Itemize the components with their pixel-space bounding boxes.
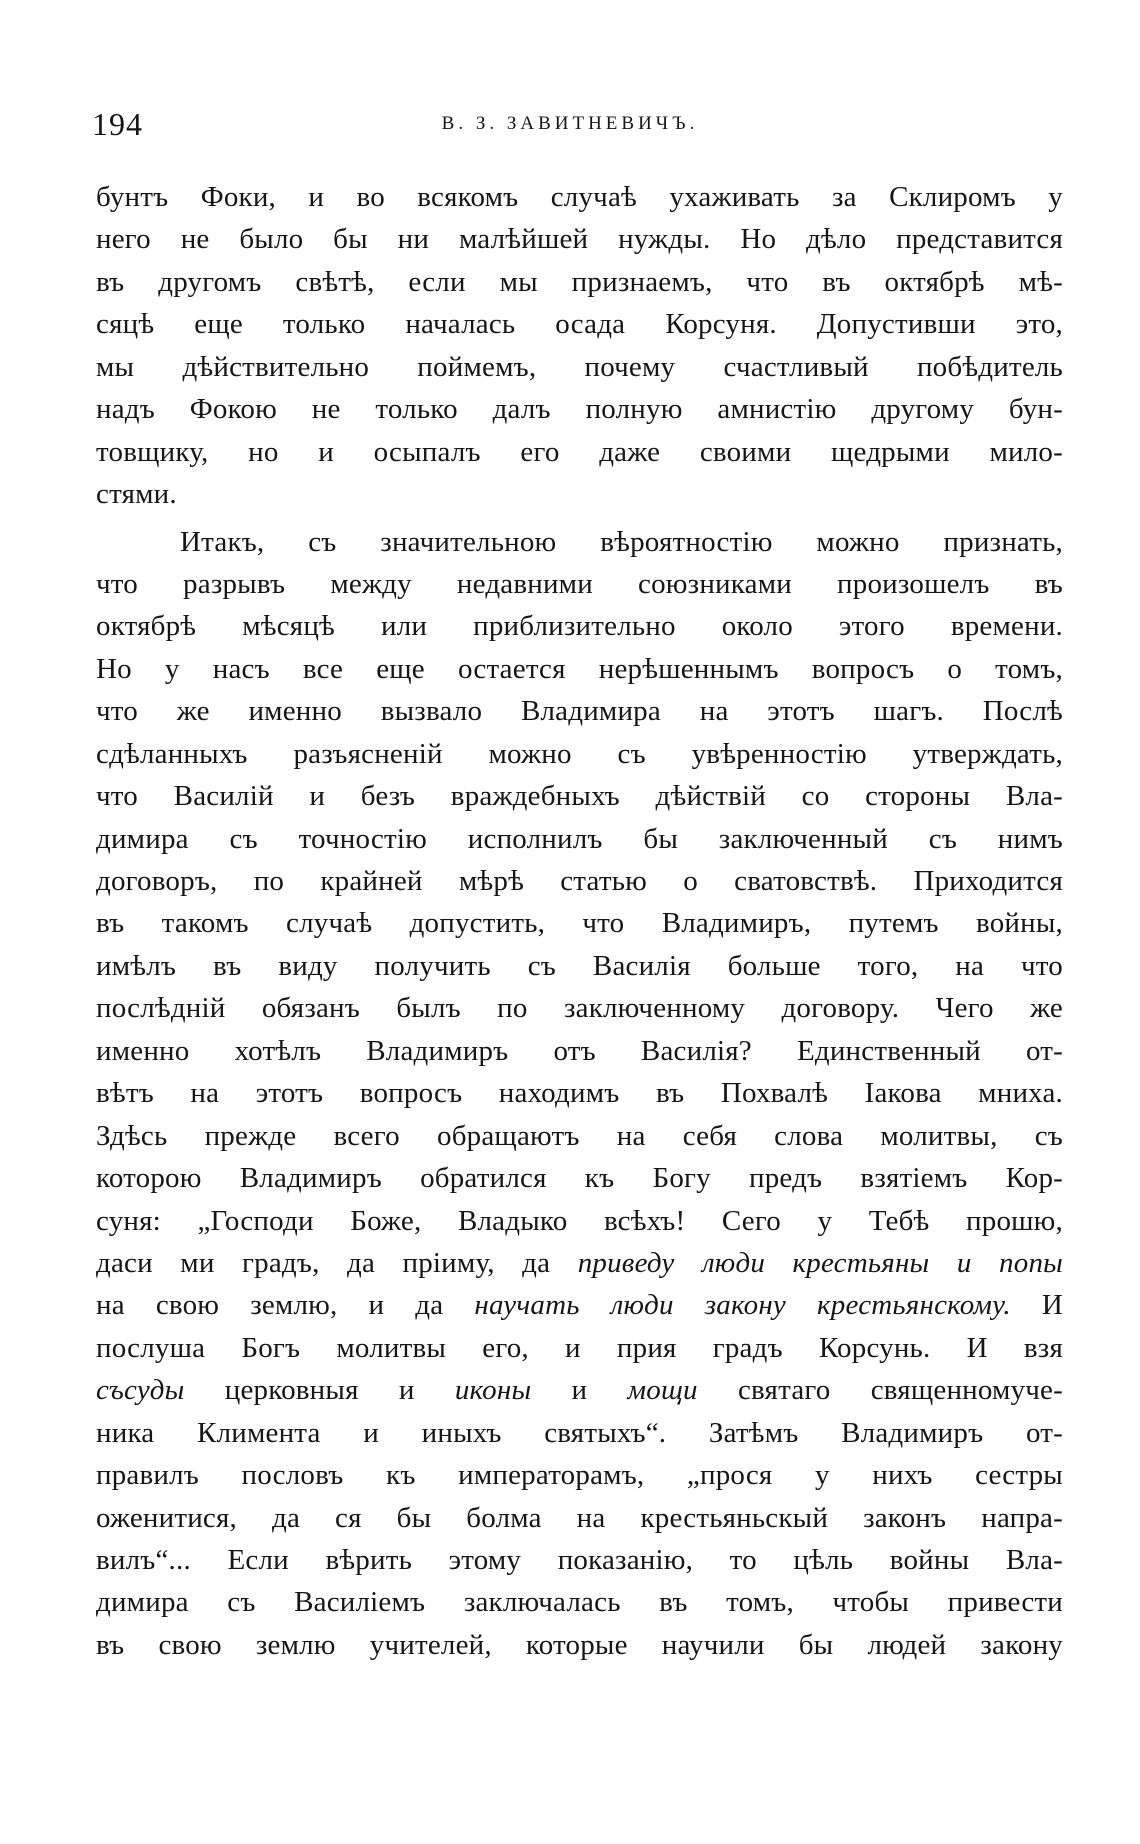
- text-run: И: [1010, 1289, 1063, 1322]
- text-line: въ такомъ случаѣ допустить, что Владимиръ, путемъ войны,: [96, 907, 1063, 940]
- page-header: [0, 104, 1140, 144]
- text-line: димира съ Василіемъ заключалась въ томъ, чтобы привести: [96, 1586, 1063, 1619]
- text-line: именно хотѣлъ Владимиръ отъ Василія? Единственный от-: [96, 1034, 1063, 1067]
- text-line: послуша Богъ молитвы его, и прия градъ Корсунь. И взя: [96, 1331, 1063, 1364]
- text-line: вилъ“... Если вѣрить этому показанію, то цѣль войны Вла-: [96, 1544, 1063, 1576]
- text-line: что Василій и безъ враждебныхъ дѣйствій со стороны Вла-: [96, 780, 1063, 813]
- text-line: [96, 1242, 1063, 1284]
- text-line: послѣдній обязанъ былъ по заключенному договору. Чего же: [96, 992, 1063, 1025]
- text-line: которою Владимиръ обратился къ Богу предъ взятіемъ Кор-: [96, 1162, 1063, 1195]
- text-line: сдѣланныхъ разъясненій можно съ увѣренностію утверждать,: [96, 737, 1063, 770]
- italic-word: иконы: [454, 1374, 532, 1407]
- text-line: надъ Фокою не только далъ полную амнистію другому бун-: [96, 393, 1063, 426]
- body-text: [96, 176, 1063, 1666]
- text-line: товщику, но и осыпалъ его даже своими щедрыми мило-: [96, 435, 1063, 468]
- text-line: что же именно вызвало Владимира на этотъ шагъ. Послѣ: [96, 695, 1063, 728]
- text-line: въ другомъ свѣтѣ, если мы признаемъ, что въ октябрѣ мѣ-: [96, 265, 1063, 298]
- text-line: оженитися, да ся бы болма на крестьяньскый законъ напра-: [96, 1501, 1063, 1534]
- text-line: октябрѣ мѣсяцѣ или приблизительно около этого времени.: [96, 610, 1063, 643]
- text-run: даси ми градъ, да пріиму, да: [96, 1246, 578, 1279]
- text-run: святаго священномуче-: [697, 1374, 1063, 1407]
- text-line: мы дѣйствительно поймемъ, почему счастливый побѣдитель: [96, 350, 1063, 383]
- text-line: бунтъ Фоки, и во всякомъ случаѣ ухаживать за Склиромъ у: [96, 181, 1063, 213]
- text-line: [96, 1369, 1063, 1411]
- text-line: въ свою землю учителей, которые научили бы людей закону: [96, 1628, 1063, 1661]
- text-line: сяцѣ еще только началась осада Корсуня. Допустивши это,: [96, 308, 1063, 341]
- text-line: что разрывъ между недавними союзниками произошелъ въ: [96, 567, 1063, 600]
- text-run: и: [531, 1374, 628, 1407]
- italic-quote: приведу люди крестьяны и попы: [577, 1246, 1063, 1279]
- running-head: В. З. ЗАВИТНЕВИЧЪ.: [441, 113, 699, 134]
- text-line: договоръ, по крайней мѣрѣ статью о сватовствѣ. Приходится: [96, 865, 1063, 897]
- text-line: димира съ точностію исполнилъ бы заключенный съ нимъ: [96, 822, 1063, 855]
- italic-quote: научать люди закону крестьянскому.: [474, 1289, 1011, 1322]
- text-line: стями.: [96, 478, 177, 511]
- text-line: Итакъ, съ значительною вѣроятностію можно признать,: [180, 525, 1063, 558]
- text-line: имѣлъ въ виду получить съ Василія больше того, на что: [96, 949, 1063, 982]
- text-run: на свою землю, и да: [96, 1289, 475, 1322]
- text-line: [96, 1284, 1063, 1326]
- text-line: ника Климента и иныхъ святыхъ“. Затѣмъ Владимиръ от-: [96, 1416, 1063, 1449]
- italic-word: мощи: [627, 1374, 698, 1407]
- page-number: 194: [92, 106, 143, 142]
- text-line: суня: „Господи Боже, Владыко всѣхъ! Сего у Тебѣ прошю,: [96, 1204, 1063, 1237]
- text-line: Здѣсь прежде всего обращаютъ на себя слова молитвы, съ: [96, 1119, 1063, 1152]
- italic-word: съсуды: [96, 1374, 185, 1407]
- text-line: него не было бы ни малѣйшей нужды. Но дѣло представится: [96, 223, 1063, 256]
- text-line: правилъ пословъ къ императорамъ, „прося у нихъ сестры: [96, 1459, 1063, 1492]
- text-line: Но у насъ все еще остается нерѣшеннымъ вопросъ о томъ,: [96, 652, 1063, 685]
- text-run: церковныя и: [184, 1374, 455, 1407]
- text-line: вѣтъ на этотъ вопросъ находимъ въ Похвалѣ Іакова мниха.: [96, 1077, 1063, 1110]
